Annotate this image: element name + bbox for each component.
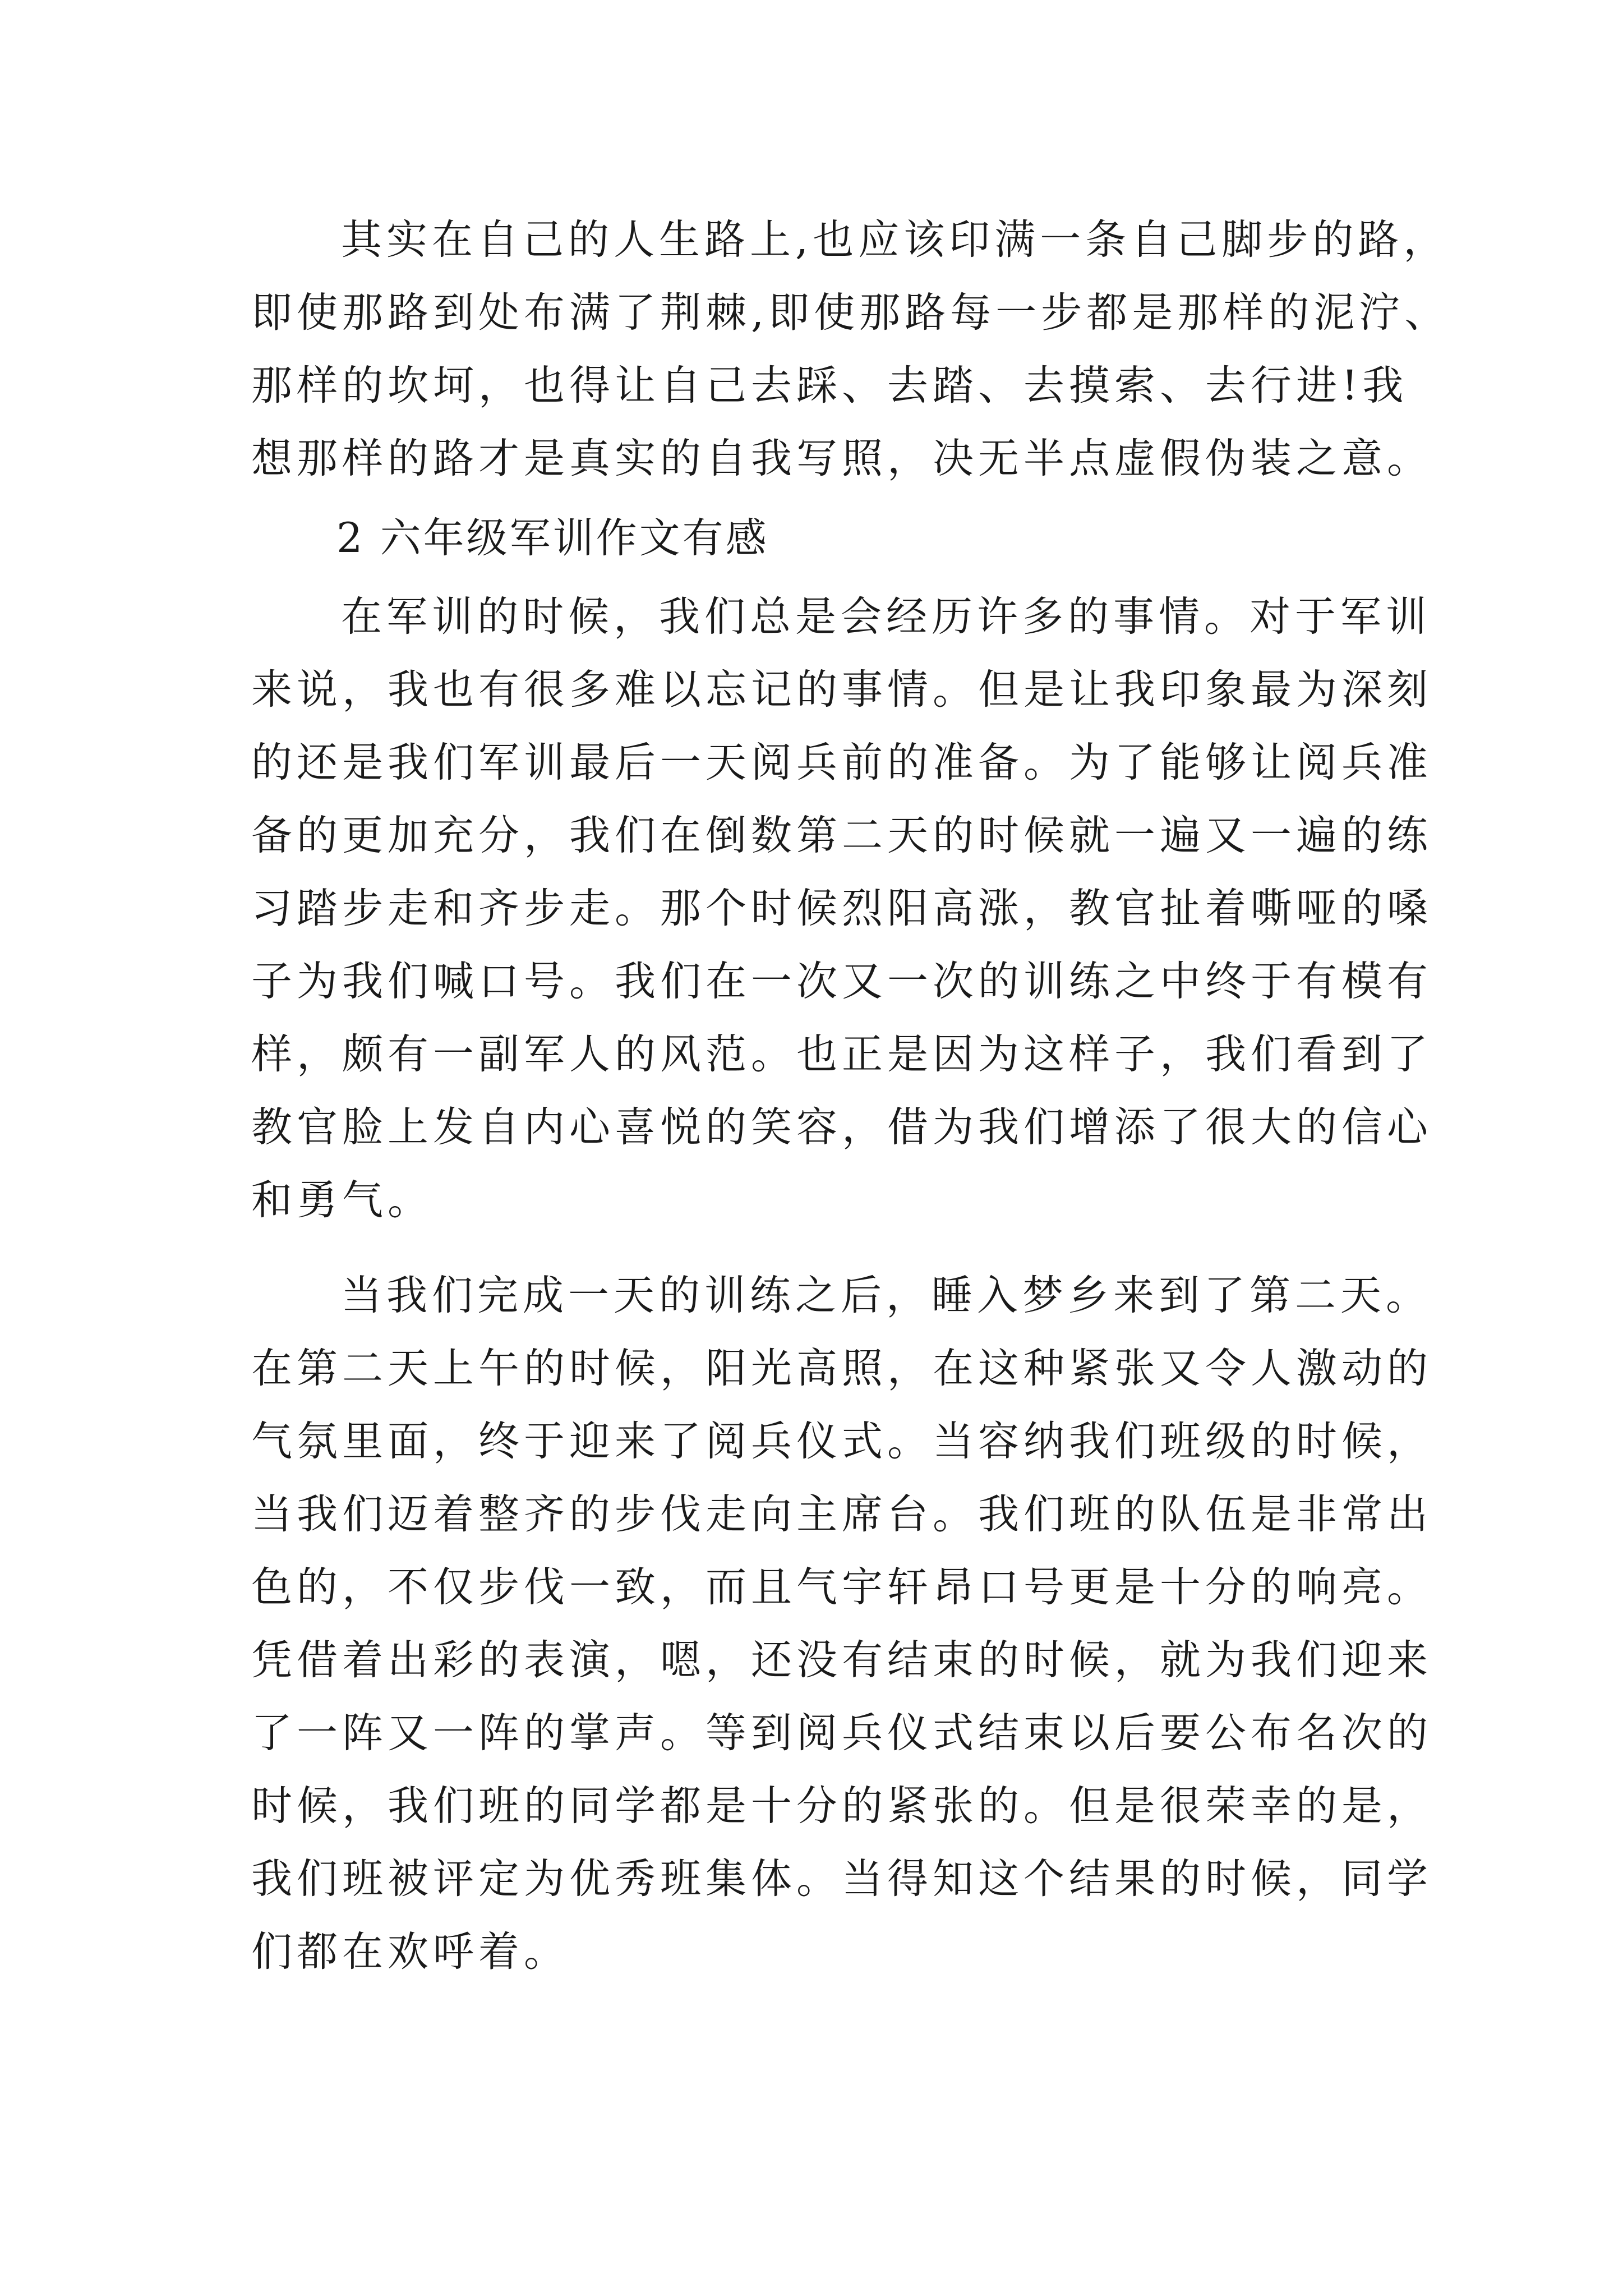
text-line: 在第二天上午的时候，阳光高照，在这种紧张又令人激动的	[251, 1345, 1432, 1392]
text-line: 即使那路到处布满了荆棘,即使那路每一步都是那样的泥泞、	[251, 289, 1450, 337]
text-line: 凭借着出彩的表演，嗯，还没有结束的时候，就为我们迎来	[251, 1636, 1432, 1684]
text-line: 其实在自己的人生路上,也应该印满一条自己脚步的路，	[341, 216, 1449, 264]
text-line: 当我们迈着整齐的步伐走向主席台。我们班的队伍是非常出	[251, 1490, 1432, 1538]
text-line: 那样的坎坷，也得让自己去踩、去踏、去摸索、去行进!我	[251, 362, 1408, 409]
text-line: 样，颇有一副军人的风范。也正是因为这样子，我们看到了	[251, 1030, 1432, 1078]
section-heading: 2 六年级军训作文有感	[336, 514, 769, 562]
text-line: 色的，不仅步伐一致，而且气宇轩昂口号更是十分的响亮。	[251, 1563, 1432, 1611]
text-line: 在军训的时候，我们总是会经历许多的事情。对于军训	[341, 593, 1431, 641]
text-line: 习踏步走和齐步走。那个时候烈阳高涨，教官扯着嘶哑的嗓	[251, 885, 1432, 932]
text-line: 想那样的路才是真实的自我写照，决无半点虚假伪装之意。	[251, 435, 1432, 482]
text-line: 了一阵又一阵的掌声。等到阅兵仪式结束以后要公布名次的	[251, 1709, 1432, 1757]
text-line: 气氛里面，终于迎来了阅兵仪式。当容纳我们班级的时候，	[251, 1418, 1432, 1465]
text-line: 的还是我们军训最后一天阅兵前的准备。为了能够让阅兵准	[251, 739, 1432, 786]
text-line: 来说，我也有很多难以忘记的事情。但是让我印象最为深刻	[251, 666, 1432, 714]
text-line: 当我们完成一天的训练之后，睡入梦乡来到了第二天。	[341, 1272, 1431, 1319]
text-line: 备的更加充分，我们在倒数第二天的时候就一遍又一遍的练	[251, 812, 1432, 859]
text-line: 子为我们喊口号。我们在一次又一次的训练之中终于有模有	[251, 958, 1432, 1005]
text-line: 们都在欢呼着。	[251, 1928, 569, 1976]
text-line: 时候，我们班的同学都是十分的紧张的。但是很荣幸的是，	[251, 1782, 1432, 1830]
text-line: 和勇气。	[251, 1176, 433, 1224]
text-line: 教官脸上发自内心喜悦的笑容，借为我们增添了很大的信心	[251, 1103, 1432, 1151]
text-line: 我们班被评定为优秀班集体。当得知这个结果的时候，同学	[251, 1855, 1432, 1903]
